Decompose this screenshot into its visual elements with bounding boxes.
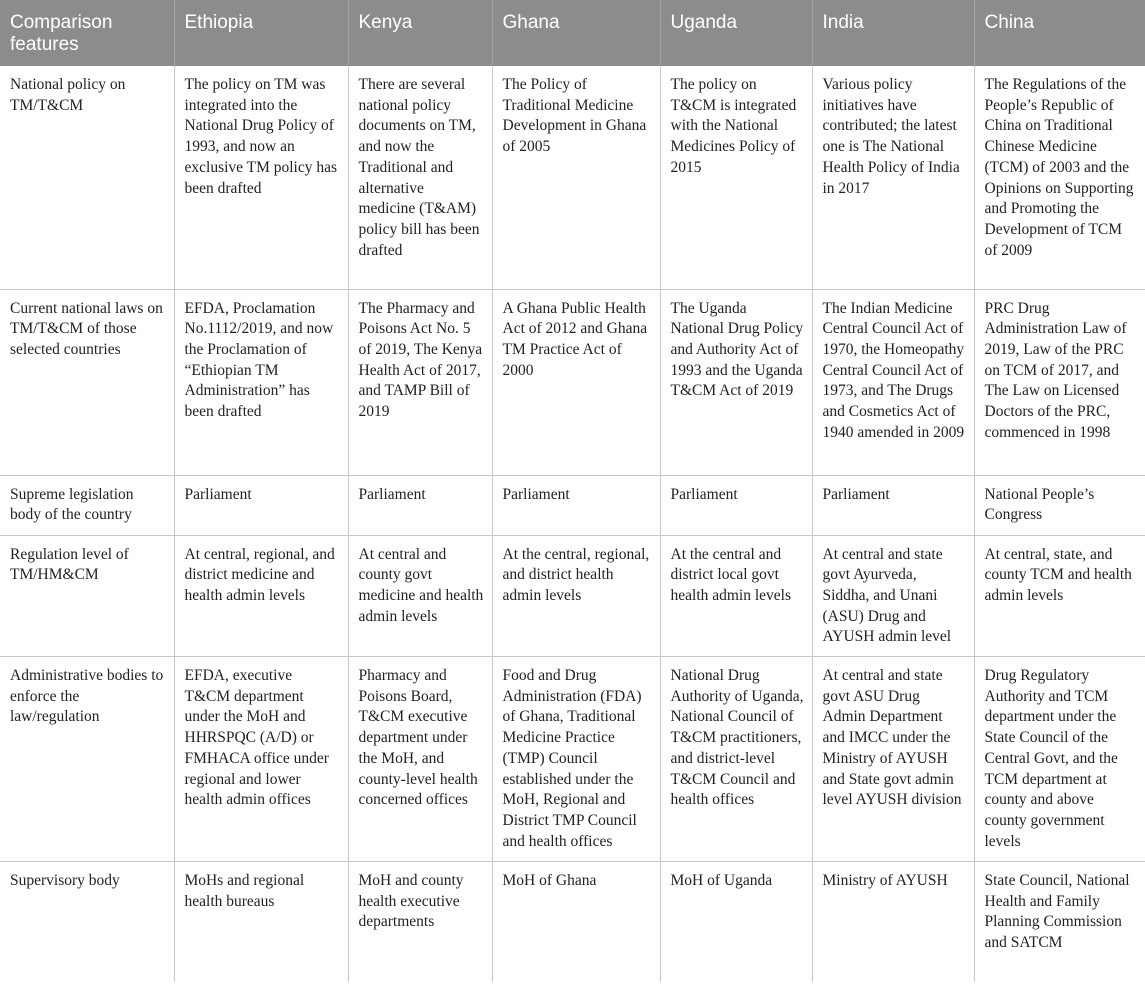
table-cell: Various policy initiatives have contributed; the latest one is The National Health Policy of India in 2017 (812, 66, 974, 289)
table-cell: At central and county govt medicine and health admin levels (348, 535, 492, 657)
table-cell: A Ghana Public Health Act of 2012 and Ghana TM Practice Act of 2000 (492, 289, 660, 475)
table-cell: At central, regional, and district medicine and health admin levels (174, 535, 348, 657)
table-cell: MoH of Ghana (492, 862, 660, 982)
table-cell: Parliament (492, 475, 660, 535)
table-cell: Food and Drug Administration (FDA) of Ghana, Traditional Medicine Practice (TMP) Council established under the MoH, Regional and District TMP Council and health offices (492, 657, 660, 862)
row-label-cell: Current national laws on TM/T&CM of those selected countries (0, 289, 174, 475)
header-row (0, 0, 1145, 66)
table-cell: Parliament (660, 475, 812, 535)
table-cell: The Regulations of the People’s Republic of China on Traditional Chinese Medicine (TCM) of 2003 and the Opinions on Supporting and Promoting the Development of TCM of 2009 (974, 66, 1145, 289)
table-cell: Parliament (348, 475, 492, 535)
row-label-cell: Administrative bodies to enforce the law/regulation (0, 657, 174, 862)
row-label-cell: Supervisory body (0, 862, 174, 982)
table-cell: At the central and district local govt health admin levels (660, 535, 812, 657)
table-row (0, 657, 1145, 862)
table-cell: Parliament (812, 475, 974, 535)
table-cell: Ministry of AYUSH (812, 862, 974, 982)
table-cell: The policy on TM was integrated into the National Drug Policy of 1993, and now an exclusive TM policy has been drafted (174, 66, 348, 289)
header-china: China (974, 0, 1145, 66)
table-cell: The Indian Medicine Central Council Act of 1970, the Homeopathy Central Council Act of 1973, and The Drugs and Cosmetics Act of 1940 amended in 2009 (812, 289, 974, 475)
table-cell: MoH and county health executive departments (348, 862, 492, 982)
header-kenya: Kenya (348, 0, 492, 66)
table-cell: Drug Regulatory Authority and TCM department under the State Council of the Central Govt, and the TCM department at county and above county government levels (974, 657, 1145, 862)
table-cell: National Drug Authority of Uganda, National Council of T&CM practitioners, and district-level T&CM Council and health offices (660, 657, 812, 862)
table-cell: Pharmacy and Poisons Board, T&CM executive department under the MoH, and county-level health concerned offices (348, 657, 492, 862)
table-cell: At central and state govt ASU Drug Admin Department and IMCC under the Ministry of AYUSH and State govt admin level AYUSH division (812, 657, 974, 862)
table-cell: At central, state, and county TCM and health admin levels (974, 535, 1145, 657)
table-cell: At central and state govt Ayurveda, Siddha, and Unani (ASU) Drug and AYUSH admin level (812, 535, 974, 657)
header-uganda: Uganda (660, 0, 812, 66)
table-cell: National People’s Congress (974, 475, 1145, 535)
table-cell: The Uganda National Drug Policy and Authority Act of 1993 and the Uganda T&CM Act of 2019 (660, 289, 812, 475)
table-row (0, 66, 1145, 289)
table-row (0, 475, 1145, 535)
header-comparison-features: Comparison features (0, 0, 174, 66)
table-cell: The Pharmacy and Poisons Act No. 5 of 2019, The Kenya Health Act of 2017, and TAMP Bill of 2019 (348, 289, 492, 475)
table-row (0, 862, 1145, 982)
table-cell: The Policy of Traditional Medicine Development in Ghana of 2005 (492, 66, 660, 289)
table-row (0, 289, 1145, 475)
row-label-cell: Supreme legislation body of the country (0, 475, 174, 535)
header-india: India (812, 0, 974, 66)
row-label-cell: Regulation level of TM/HM&CM (0, 535, 174, 657)
row-label-cell: National policy on TM/T&CM (0, 66, 174, 289)
table-row (0, 535, 1145, 657)
table-cell: EFDA, Proclamation No.1112/2019, and now the Proclamation of “Ethiopian TM Administration” has been drafted (174, 289, 348, 475)
table-cell: EFDA, executive T&CM department under the MoH and HHRSPQC (A/D) or FMHACA office under regional and lower health admin offices (174, 657, 348, 862)
table-cell: At the central, regional, and district health admin levels (492, 535, 660, 657)
table-cell: The policy on T&CM is integrated with the National Medicines Policy of 2015 (660, 66, 812, 289)
table-cell: There are several national policy documents on TM, and now the Traditional and alternative medicine (T&AM) policy bill has been drafted (348, 66, 492, 289)
table-cell: State Council, National Health and Family Planning Commission and SATCM (974, 862, 1145, 982)
header-ghana: Ghana (492, 0, 660, 66)
table-cell: MoHs and regional health bureaus (174, 862, 348, 982)
table-cell: PRC Drug Administration Law of 2019, Law of the PRC on TCM of 2017, and The Law on Licensed Doctors of the PRC, commenced in 1998 (974, 289, 1145, 475)
table-cell: Parliament (174, 475, 348, 535)
header-ethiopia: Ethiopia (174, 0, 348, 66)
table-cell: MoH of Uganda (660, 862, 812, 982)
